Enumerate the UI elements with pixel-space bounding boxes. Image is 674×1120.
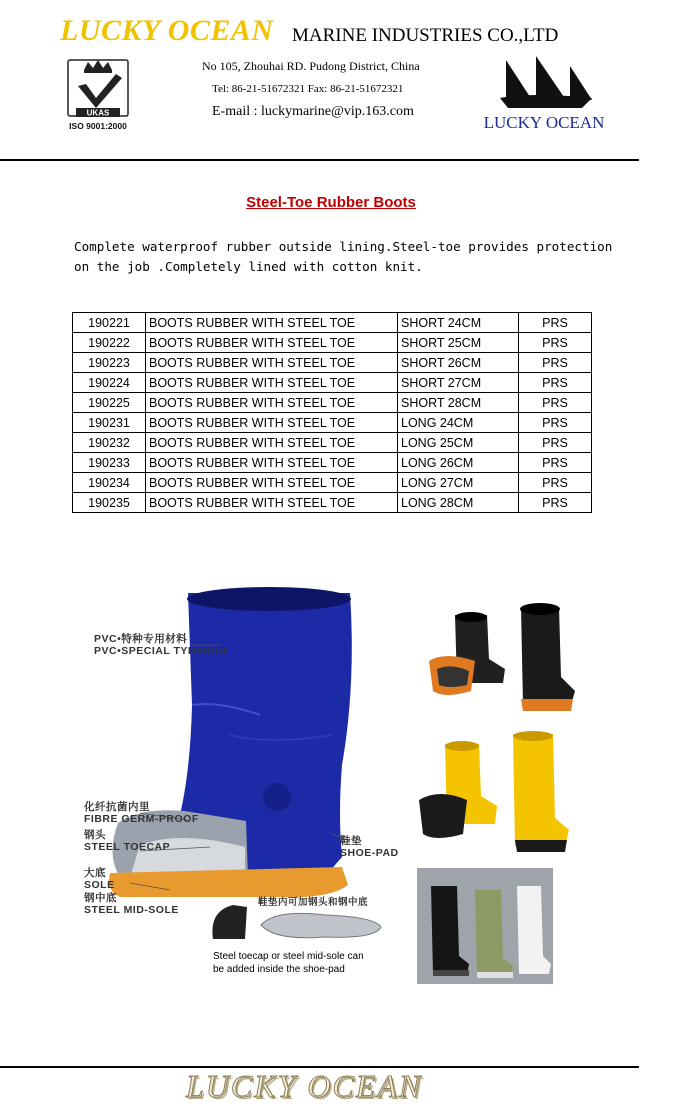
label-sole-cn: 大底 — [84, 867, 106, 879]
description-cell: BOOTS RUBBER WITH STEEL TOE — [146, 393, 398, 413]
footer-logo: LUCKY OCEAN — [186, 1068, 423, 1104]
code-cell: 190232 — [73, 433, 146, 453]
unit-cell: PRS — [519, 353, 592, 373]
description-cell: BOOTS RUBBER WITH STEEL TOE — [146, 433, 398, 453]
product-heading: Steel-Toe Rubber Boots — [246, 194, 416, 211]
ship-icon — [500, 56, 592, 108]
description-cell: BOOTS RUBBER WITH STEEL TOE — [146, 373, 398, 393]
label-pvc-cn: PVC•特种专用材料 — [94, 633, 188, 645]
size-cell: LONG 28CM — [398, 493, 519, 513]
note-line-1: Steel toecap or steel mid-sole can — [213, 951, 364, 962]
code-cell: 190221 — [73, 313, 146, 333]
code-cell: 190234 — [73, 473, 146, 493]
three-boots-photo — [417, 868, 553, 984]
header-divider — [0, 159, 639, 161]
table-row — [73, 493, 592, 513]
unit-cell: PRS — [519, 393, 592, 413]
size-cell: LONG 26CM — [398, 453, 519, 473]
table-row — [73, 433, 592, 453]
size-cell: SHORT 26CM — [398, 353, 519, 373]
code-cell: 190231 — [73, 413, 146, 433]
table-row — [73, 373, 592, 393]
shoe-pad-piece — [261, 913, 381, 937]
size-cell: LONG 24CM — [398, 413, 519, 433]
description-cell: BOOTS RUBBER WITH STEEL TOE — [146, 313, 398, 333]
unit-cell: PRS — [519, 433, 592, 453]
table-row — [73, 353, 592, 373]
label-shoepad-cn: 鞋垫 — [340, 835, 362, 847]
code-cell: 190222 — [73, 333, 146, 353]
company-name: MARINE INDUSTRIES CO.,LTD — [292, 25, 559, 46]
ukas-certification-logo — [62, 56, 134, 132]
label-pad-cn: 鞋垫内可加钢头和钢中底 — [258, 897, 369, 908]
code-cell: 190223 — [73, 353, 146, 373]
label-sole-en: SOLE — [84, 879, 115, 891]
size-cell: SHORT 28CM — [398, 393, 519, 413]
size-cell: LONG 27CM — [398, 473, 519, 493]
company-email: E-mail : luckymarine@vip.163.com — [212, 104, 414, 119]
table-row — [73, 313, 592, 333]
crown-icon — [84, 60, 112, 73]
code-cell: 190233 — [73, 453, 146, 473]
size-cell: SHORT 24CM — [398, 313, 519, 333]
iso-label: ISO 9001:2000 — [69, 121, 127, 131]
size-cell: SHORT 25CM — [398, 333, 519, 353]
size-cell: LONG 25CM — [398, 433, 519, 453]
unit-cell: PRS — [519, 413, 592, 433]
unit-cell: PRS — [519, 453, 592, 473]
black-boots-photo — [425, 595, 595, 715]
code-cell: 190235 — [73, 493, 146, 513]
company-phone-fax: Tel: 86-21-51672321 Fax: 86-21-51672321 — [212, 83, 404, 95]
description-cell: BOOTS RUBBER WITH STEEL TOE — [146, 333, 398, 353]
description-cell: BOOTS RUBBER WITH STEEL TOE — [146, 413, 398, 433]
brand-title: LUCKY OCEAN — [60, 14, 274, 47]
label-toecap-cn: 钢头 — [84, 829, 106, 841]
description-cell: BOOTS RUBBER WITH STEEL TOE — [146, 453, 398, 473]
label-toecap-en: STEEL TOECAP — [84, 841, 171, 853]
check-mark-icon — [78, 74, 122, 108]
label-pvc-en: PVC•SPECIAL TYRERIAL — [94, 645, 230, 657]
ukas-label: UKAS — [86, 108, 110, 118]
label-shoepad-en: SHOE-PAD — [340, 847, 399, 859]
product-table-body — [73, 313, 592, 513]
product-description: Complete waterproof rubber outside lining.Steel-toe provides protection on the job .Completely lined with cotton knit. — [74, 239, 613, 274]
ship-logo-text: LUCKY OCEAN — [483, 113, 605, 132]
label-fibre-cn: 化纤抗菌内里 — [84, 801, 150, 813]
company-address: No 105, Zhouhai RD. Pudong District, China — [202, 59, 420, 73]
unit-cell: PRS — [519, 333, 592, 353]
label-fibre-en: FIBRE GERM-PROOF — [84, 813, 199, 825]
code-cell: 190224 — [73, 373, 146, 393]
unit-cell: PRS — [519, 313, 592, 333]
label-midsole-cn: 钢中底 — [84, 892, 117, 904]
table-row — [73, 453, 592, 473]
size-cell: SHORT 27CM — [398, 373, 519, 393]
product-table — [72, 312, 592, 513]
table-row — [73, 473, 592, 493]
description-cell: BOOTS RUBBER WITH STEEL TOE — [146, 473, 398, 493]
unit-cell: PRS — [519, 473, 592, 493]
table-row — [73, 333, 592, 353]
unit-cell: PRS — [519, 373, 592, 393]
table-row — [73, 413, 592, 433]
sailing-ship-logo — [483, 52, 605, 136]
steel-toecap-piece — [212, 905, 247, 939]
description-cell: BOOTS RUBBER WITH STEEL TOE — [146, 353, 398, 373]
description-cell: BOOTS RUBBER WITH STEEL TOE — [146, 493, 398, 513]
note-line-2: be added inside the shoe-pad — [213, 964, 345, 975]
table-row — [73, 393, 592, 413]
code-cell: 190225 — [73, 393, 146, 413]
unit-cell: PRS — [519, 493, 592, 513]
yellow-boots-photo — [415, 730, 585, 860]
label-midsole-en: STEEL MID-SOLE — [84, 904, 179, 916]
